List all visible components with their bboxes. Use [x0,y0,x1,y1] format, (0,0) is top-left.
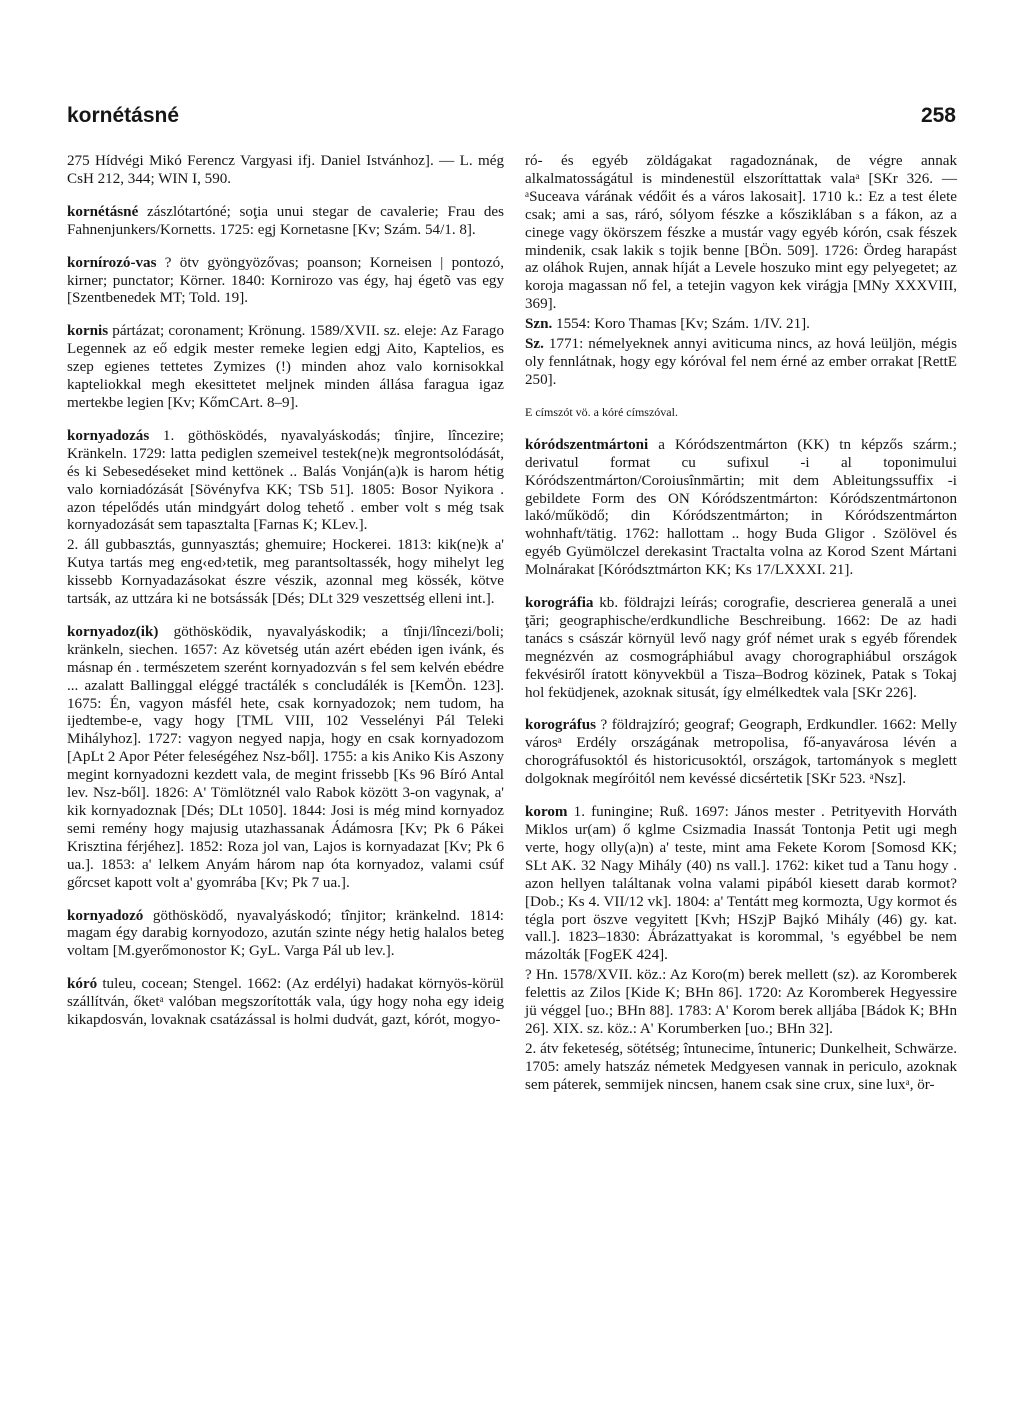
left-column [67,153,504,1045]
entry-kornetasne: kornétásné zászlótartóné; soţia unui stegar de cavalerie; Frau des Fahnenjunkers/Kornetts. 1725: egj Kornetasne [Kv; Szám. 54/1. 8]. [67,203,504,238]
entry-kornyadozas: kornyadozás 1. göthösködés, nyavalyáskodás; tînjire, lîncezire; Kränkeln. 1729: latta pediglen szemeivel testek(ne)k megrontsolódását, és ki Sebesedéseket mind kettönek .. Balás Vonján(a)k is harom hétig valo korniadózását [Sövényfva KK; TSb 51]. 1805: Bosor Nyikora . azon tépelődés után mindgyárt dolog tehető . ember volt s még tsak kornyadozását sem tapasztalta [Farnas K; KLev.]. [67,427,504,534]
headword: korom [525,804,568,821]
entry-kornyadozik: kornyadoz(ik) göthösködik, nyavalyáskodik; a tînji/lîncezi/boli; kränkeln, siechen. 1657: Az követség után azért ebéden igen ivánk, és másnap én . természetem szerént kornyadozván s fel sem kelvén ebédre ... azalatt Ballinggal eléggé tractálék s concludálék is [KemÖn. 123]. 1675: Én, vagyon másfél hete, csak kornyadozok; nem tudom, ha ijedtembe-e, vagy hogy [TML VIII, 102 Vesselényi Pál Teleki Mihályhoz]. 1727: vagyon negyed napja, hogy en csak kornyadozom [ApLt 2 Apor Péter feleségéhez Nsz-ből]. 1755: a kis Aniko Kis Aszony megint kornyadozni kezdett vala, de megint frissebb [Ks 96 Bíró Antal lev. Nsz-ből]. 1826: A' Tömlötznél valo Rabok között 3-on vagynak, a' kik kornyadoznak [Dés; DLt 1050]. 1844: Josi is még mind kornyadoz semi remény hogy majusig utazhassanak Ádámosra [Kv; Pk 6 Pákei Krisztina férjéhez]. 1852: Roza jol van, Lajos is kornyadazat [Kv; Pk 6 ua.]. 1853: a' lelkem Anyám három nap óta kornyadoz, valami csúf gőrcset kapott volt a' gyomrába [Kv; Pk 7 ua.]. [67,623,504,891]
headword: kornis [67,323,109,340]
headword: kornyadozás [67,427,150,444]
headword: kóródszentmártoni [525,436,649,453]
entry-korodszentmartoni: kóródszentmártoni a Kóródszentmárton (KK) tn képzős szárm.; derivatul format cu sufixul -i al toponimului Kóródszentmárton/Coroiusînmărtin; mit dem Ableitungssuffix -i gebildete Form des ON Kóródszentmárton: Kóródszentmártonon lakó/működő; din Kóródszentmárton; in Kóródszentmárton wohnhaft/tätig. 1762: hallottam .. hogy Buda Gligor . Szölövel és egyéb Gyümölczel derekasint Tractalta volna az Korod Szent Mártani Molnárakat [Kóródsztmárton KK; Ks 17/LXXXI. 21]. [525,436,957,579]
right-column [525,153,957,1110]
entry-kornyadozas-sense-2: 2. áll gubbasztás, gunnyasztás; ghemuire; Hockerei. 1813: kik(ne)k a' Kutya tartás meg eng‹ed›tetik, meg parantsoltassék, hogy mihelyt leg kissebb Kornyadazásokat észre vészik, azonnal meg kössék, kötve tartsák, az uttzára ki ne botsássák [Dés; DLt 329 veszettség elleni int.]. [67,537,504,608]
headword: korográfia [525,595,594,612]
entry-continuation: 275 Hídvégi Mikó Ferencz Vargyasi ifj. Daniel Istvánhoz]. — L. még CsH 212, 344; WIN I, 590. [67,153,504,187]
entry-korografia: korográfia kb. földrajzi leírás; corografie, descrierea generală a unei ţări; geographische/erdkundliche Beschreibung. 1662: De az hadi tanács s császár környül levő nagy gróf német urak s egyéb főrendek megnézvén az cosmográphiábul avagy chorographiábul országok fekvésiről íratott könyvekbül a Tisza–Bodrog közinek, Patak s Tokaj hol feküdjenek, azoknak situsát, így elmélkedtek vala [SKr 226]. [525,595,957,701]
entry-koro-continuation: ró- és egyéb zöldágakat ragadoznának, de végre annak alkalmatosságátul is mindenestül elszoríttattak valaᵃ [SKr 326. — ᵃSuceava várának védőit és a város lakosait]. 1710 k.: Ez a test élete csak; ami a sas, ráró, sólyom fészke a kősziklában s a fákon, az a cinege vagy ökörszem fészke a mustár vagy egyéb kórón, csak fészek mindenik, csak lakik s tojik benne [BÖn. 509]. 1726: Ördeg harapást az oláhok Rujen, annak híját a Levele hoszuko mint egy pelyegetet; az koroja magassan nő fel, a tetejin vagyon kek virágja [MNy XXXVIII, 369]. [525,153,957,313]
headword: korográfus [525,717,597,734]
headword: kornyadoz(ik) [67,623,159,640]
entry-korom: korom 1. funingine; Ruß. 1697: János mester . Petrityevith Horváth Miklos ur(am) ő kglme Csizmadia Inassát Tontonja Petit ugi megh verte, hogy olly(a)n) a' teste, mint ama Fekete Korom [Somosd KK; SLt AK. 32 Nagy Mihály (40) ns vall.]. 1762: kiket tud a Tanu hogy . azon hellyen találtanak volna valami pipából kiesett darab kormot? [Dob.; Ks 4. VII/12 vk]. 1804: a' Tentátt meg kormozta, Ugy kormot és tégla port öszve vegyitett [Kvh; HSzjP Bajkó Mihály (46) gy. kat. vall.]. 1823–1830: Ábrázattyakat is korommal, 's egyébbel be nem mázolták [FogEK 424]. [525,804,957,964]
headword: kornétásné [67,203,139,220]
entry-kornyadozo: kornyadozó göthösködő, nyavalyáskodó; tînjitor; kränkelnd. 1814: magam égy darabig kornyodozo, azután szinte négy hetig halalos beteg voltam [M.gyerőmonostor K; GyL. Varga Pál ub lev.]. [67,907,504,960]
headword: kornírozó-vas [67,254,157,271]
entry-kornirozo-vas: kornírozó-vas ? ötv gyöngyözővas; poanson; Korneisen | pontozó, kirner; punctator; Körner. 1840: Kornirozo vas égy, haj égetõ vas egy [Szentbenedek MT; Told. 19]. [67,254,504,307]
entry-koro-szn: Szn. 1554: Koro Thamas [Kv; Szám. 1/IV. 21]. [525,316,810,333]
entry-kornis: kornis pártázat; coronament; Krönung. 1589/XVII. sz. eleje: Az Farago Legennek az eő edgik mester remeke legien edgj Aito, Kaptelios, es szep egienes tettetes Zymizes (!) minden ahoz valo kornisokkal kapteliokkal megh ekesittetet meljnek minden állása faragua igaz mertekbe legien [Kv; KőmCArt. 8–9]. [67,323,504,411]
entry-korom-hn: ? Hn. 1578/XVII. köz.: Az Koro(m) berek mellett (sz). az Koromberek felettis az Zilos [Kide K; BHn 86]. 1720: Az Koromberek Hegyessire jü véggel [uo.; BHn 88]. 1783: A' Korom berek alljába [Bádok K; BHn 26]. XIX. sz. köz.: A' Korumberken [uo.; BHn 32]. [525,967,957,1037]
page-header [67,104,956,128]
entry-korografus: korográfus ? földrajzíró; geograf; Geograph, Erdkundler. 1662: Melly városᵃ Erdély országának metropolisa, fő-anyavárosa lévén a chorográfusoktól és historicusoktól, országok, tartományok s meglett dolgoknak megíróitól nem kevéssé dicsértetik [SKr 523. ᵃNsz]. [525,717,957,788]
headword: kóró [67,976,98,993]
entry-korom-sense-2: 2. átv feketeség, sötétség; întunecime, întuneric; Dunkelheit, Schwärze. 1705: amely hatszáz németek Medgyesen vannak in periculo, azoknak sem páterek, semmijek nincsen, hanem csak sine crux, sine luxᵃ, ör- [525,1040,957,1093]
running-head: kornétásné [67,104,180,127]
cross-reference-note: E címszót vö. a kóré címszóval. [525,404,678,419]
headword: Szn. [525,316,553,333]
entry-koro: kóró tuleu, cocean; Stengel. 1662: (Az erdélyi) hadakat környös-körül szállítván, őketᵃ valóban megszorították vala, úgy hogy noha egy ideig kikapdosván, lovaknak csatázással is holmi dudvát, gazt, kórót, mogyo- [67,976,504,1029]
headword: kornyadozó [67,907,144,924]
page-number: 258 [920,104,956,127]
headword: Sz. [525,336,544,353]
entry-koro-sz: Sz. 1771: némelyeknek annyi aviticuma nincs, az hová leüljön, mégis oly fennlátnak, hogy egy kóróval fel nem érné az ember orrakat [RettE 250]. [525,336,957,388]
